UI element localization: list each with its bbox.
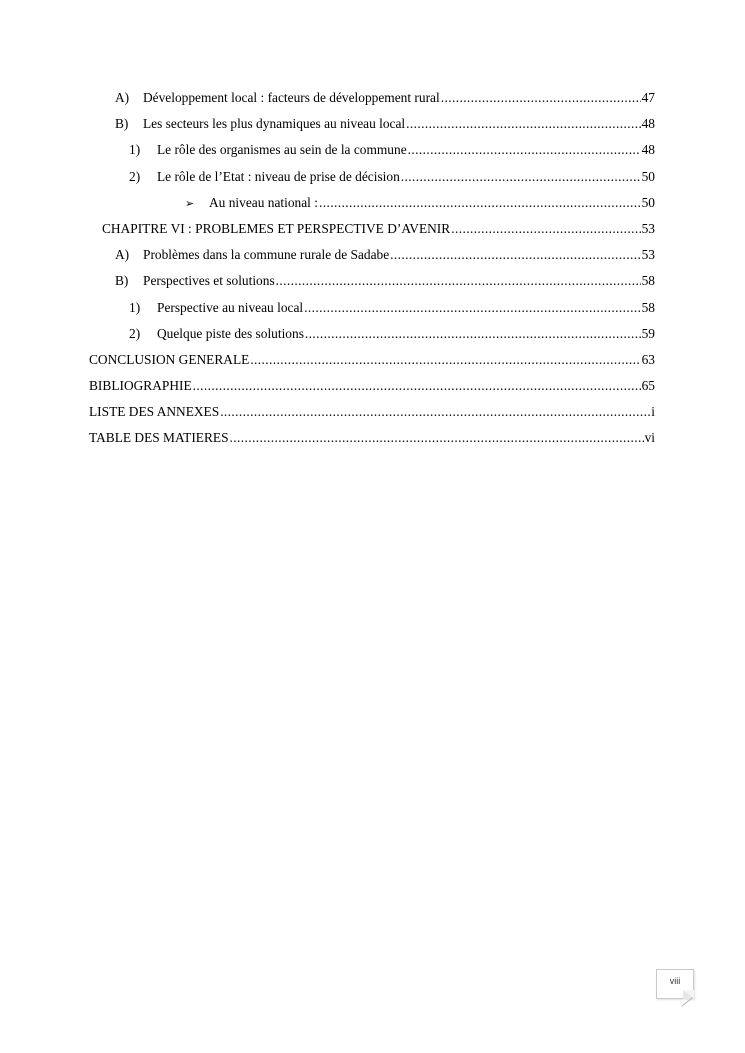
dot-leader xyxy=(406,111,640,137)
dot-leader xyxy=(401,164,641,190)
dot-leader xyxy=(319,190,641,216)
toc-entry-title: Quelque piste des solutions xyxy=(157,325,304,341)
toc-entry-marker: A) xyxy=(115,90,130,105)
table-of-contents xyxy=(89,85,655,452)
toc-entry-section[interactable] xyxy=(89,373,655,399)
toc-entry-title: TABLE DES MATIERES xyxy=(89,430,229,446)
toc-entry-title: CONCLUSION GENERALE xyxy=(89,351,250,367)
toc-entry-title: Le rôle des organismes au sein de la commune xyxy=(157,142,407,158)
toc-entry[interactable] xyxy=(89,242,655,268)
toc-entry-marker: A) xyxy=(115,247,130,263)
toc-entry-page: 53 xyxy=(641,247,655,263)
toc-entry-page: 59 xyxy=(641,325,655,341)
dot-leader xyxy=(193,373,641,399)
toc-entry-page: i xyxy=(651,404,655,420)
toc-entry-title: Le rôle de l’Etat : niveau de prise de décision xyxy=(157,168,400,184)
toc-entry-marker: B) xyxy=(115,273,129,289)
toc-entry-title: CHAPITRE VI : PROBLEMES ET PERSPECTIVE D’AVENIR xyxy=(102,220,451,236)
toc-entry-page: 48 xyxy=(641,142,655,158)
toc-entry-marker: B) xyxy=(115,116,129,132)
toc-entry[interactable] xyxy=(89,268,655,294)
toc-entry-title: Les secteurs les plus dynamiques au niveau local xyxy=(143,116,406,132)
toc-entry-page: 50 xyxy=(641,194,655,210)
arrow-bullet-icon: ➢ xyxy=(185,197,195,210)
toc-entry-page: 58 xyxy=(641,299,655,315)
toc-entry-page: 47 xyxy=(641,90,655,105)
toc-entry-page: 63 xyxy=(641,351,655,367)
dot-leader xyxy=(451,216,640,242)
toc-entry[interactable] xyxy=(89,111,655,137)
dot-leader xyxy=(276,268,641,294)
toc-entry-page: 65 xyxy=(641,378,655,394)
toc-entry-title: Perspective au niveau local xyxy=(157,299,304,315)
toc-entry-title: Développement local : facteurs de développement rural xyxy=(143,90,440,105)
dot-leader xyxy=(390,242,640,268)
toc-entry-chapter[interactable] xyxy=(89,216,655,242)
toc-entry[interactable] xyxy=(89,137,655,163)
toc-entry[interactable] xyxy=(89,190,655,216)
page-number: viii xyxy=(669,976,681,986)
dot-leader xyxy=(408,137,641,163)
toc-entry-section[interactable] xyxy=(89,347,655,373)
toc-entry-title: Problèmes dans la commune rurale de Sadabe xyxy=(143,247,390,263)
toc-entry-marker: 2) xyxy=(129,325,141,341)
page-number-badge xyxy=(656,969,694,999)
toc-entry[interactable] xyxy=(89,321,655,347)
toc-entry-section[interactable] xyxy=(89,399,655,425)
toc-entry-title: LISTE DES ANNEXES xyxy=(89,404,220,420)
toc-entry[interactable] xyxy=(89,164,655,190)
toc-entry-marker: 1) xyxy=(129,299,141,315)
toc-entry-marker: 2) xyxy=(129,168,141,184)
toc-entry-page: 58 xyxy=(641,273,655,289)
toc-entry[interactable] xyxy=(89,295,655,321)
toc-entry-title: BIBLIOGRAPHIE xyxy=(89,378,192,394)
toc-entry-section[interactable] xyxy=(89,425,655,451)
dot-leader xyxy=(220,399,650,425)
dot-leader xyxy=(250,347,640,373)
toc-entry-title: Perspectives et solutions xyxy=(143,273,275,289)
toc-entry[interactable] xyxy=(89,85,655,111)
dot-leader xyxy=(230,425,644,451)
toc-entry-page: 50 xyxy=(641,168,655,184)
dot-leader xyxy=(304,295,640,321)
toc-entry-page: 53 xyxy=(641,220,655,236)
toc-entry-title: Au niveau national : xyxy=(209,194,318,210)
dot-leader xyxy=(441,85,641,111)
dot-leader xyxy=(305,321,641,347)
toc-entry-marker: 1) xyxy=(129,142,141,158)
toc-entry-page: vi xyxy=(644,430,655,446)
toc-entry-page: 48 xyxy=(641,116,655,132)
